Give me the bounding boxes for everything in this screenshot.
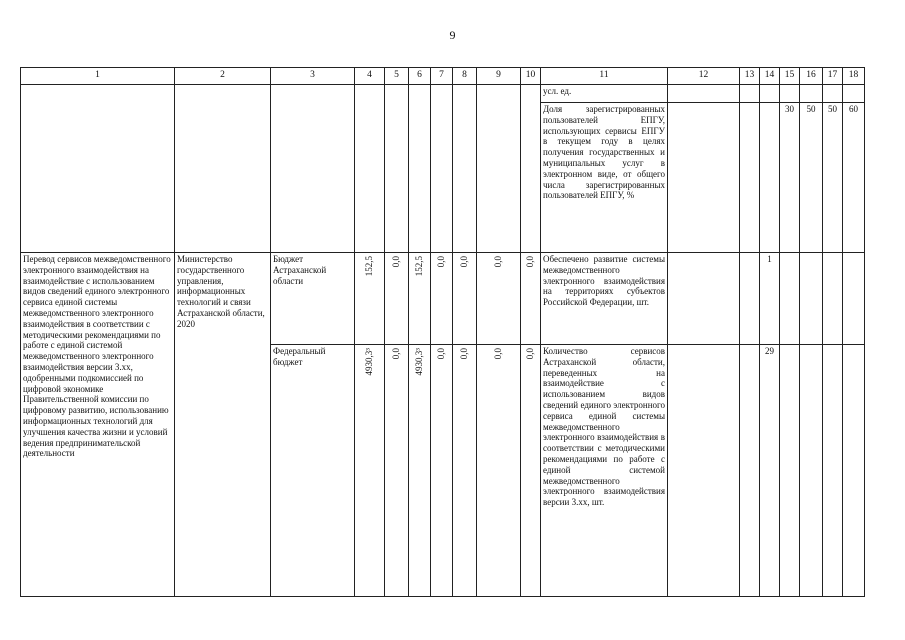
value-cell: 50 — [800, 103, 823, 253]
funding-source-cell: Бюджет Астраханской области — [271, 253, 355, 345]
value-cell: 1 — [760, 253, 780, 345]
cell-empty — [175, 85, 271, 253]
amount-cell — [385, 253, 409, 345]
cell-empty — [740, 103, 760, 253]
amount-value: 0,0 — [459, 256, 470, 268]
col-header: 12 — [668, 68, 740, 85]
col-header: 15 — [780, 68, 800, 85]
cell-empty — [780, 253, 800, 345]
cell-empty — [800, 85, 823, 103]
cell-empty — [843, 253, 865, 345]
col-header: 5 — [385, 68, 409, 85]
amount-value: 4930,3³ — [364, 348, 375, 376]
col-header: 8 — [453, 68, 477, 85]
column-numbers-row — [21, 68, 865, 85]
cell-empty — [668, 253, 740, 345]
amount-cell — [453, 253, 477, 345]
amount-value: 0,0 — [525, 256, 536, 268]
cell-empty — [823, 85, 843, 103]
amount-cell — [521, 253, 541, 345]
value-cell: 50 — [823, 103, 843, 253]
col-header: 14 — [760, 68, 780, 85]
cell-empty — [843, 85, 865, 103]
amount-value: 0,0 — [391, 348, 402, 360]
cell-empty — [668, 103, 740, 253]
cell-empty — [409, 85, 431, 253]
col-header: 10 — [521, 68, 541, 85]
col-header: 4 — [355, 68, 385, 85]
cell-empty — [823, 345, 843, 597]
cell-empty — [740, 253, 760, 345]
col-header: 17 — [823, 68, 843, 85]
cell-empty — [477, 85, 521, 253]
cell-empty — [760, 85, 780, 103]
indicator-cell: Обеспечено развитие системы межведомственного электронного взаимодействия на территориях субъектов Российской Федерации, шт. — [541, 253, 668, 345]
col-header: 9 — [477, 68, 521, 85]
col-header: 3 — [271, 68, 355, 85]
unit-cell: усл. ед. — [541, 85, 668, 103]
col-header: 18 — [843, 68, 865, 85]
cell-empty — [271, 85, 355, 253]
unit-row — [21, 85, 865, 103]
amount-value: 0,0 — [459, 348, 470, 360]
cell-empty — [760, 103, 780, 253]
col-header: 7 — [431, 68, 453, 85]
cell-empty — [780, 85, 800, 103]
amount-cell — [431, 345, 453, 597]
cell-empty — [431, 85, 453, 253]
amount-value: 0,0 — [493, 256, 504, 268]
col-header: 1 — [21, 68, 175, 85]
col-header: 6 — [409, 68, 431, 85]
amount-value: 152,5 — [364, 256, 375, 277]
amount-value: 4930,3³ — [414, 348, 425, 376]
amount-cell — [409, 345, 431, 597]
amount-value: 0,0 — [436, 348, 447, 360]
col-header: 2 — [175, 68, 271, 85]
cell-empty — [823, 253, 843, 345]
funding-source-cell: Федеральный бюджет — [271, 345, 355, 597]
cell-empty — [668, 85, 740, 103]
cell-empty — [740, 345, 760, 597]
activity-name-cell: Перевод сервисов межведомственного электронного взаимодействия на взаимодействие с использованием видов сведений единого электронного сервиса единой системы межведомственного электронного взаимодействия в соответствии с методическими рекомендациями по работе с единой системой межведомственного электронного взаимодействия версии 3.хх, одобренными подкомиссией по цифровой экономике Правительственной комиссии по цифровому развитию, использованию информационных технологий для улучшения качества жизни и условий ведения предпринимательской деятельности — [21, 253, 175, 597]
amount-value: 0,0 — [493, 348, 504, 360]
cell-empty — [740, 85, 760, 103]
value-cell: 29 — [760, 345, 780, 597]
amount-cell — [431, 253, 453, 345]
cell-empty — [453, 85, 477, 253]
cell-empty — [800, 345, 823, 597]
cell-empty — [780, 345, 800, 597]
amount-cell — [385, 345, 409, 597]
amount-value: 0,0 — [436, 256, 447, 268]
amount-value: 0,0 — [391, 256, 402, 268]
amount-cell — [453, 345, 477, 597]
col-header: 11 — [541, 68, 668, 85]
amount-cell — [355, 253, 385, 345]
cell-empty — [385, 85, 409, 253]
amount-value: 0,0 — [525, 348, 536, 360]
regional-budget-row — [21, 253, 865, 345]
indicator-cell: Количество сервисов Астраханской области, переведенных на взаимодействие с использованием видов сведений единого электронного сервиса единой системы межведомственного электронного взаимодействия в соответствии с методическими рекомендациями по работе с единой системой межведомственного электронного взаимодействия версии 3.хх, шт. — [541, 345, 668, 597]
cell-empty — [355, 85, 385, 253]
amount-cell — [477, 253, 521, 345]
amount-cell — [521, 345, 541, 597]
page-number: 9 — [449, 28, 456, 42]
amount-value: 152,5 — [414, 256, 425, 277]
amount-cell — [477, 345, 521, 597]
executor-cell: Министерство государственного управления, информационных технологий и связи Астраханской области, 2020 — [175, 253, 271, 597]
amount-cell — [355, 345, 385, 597]
cell-empty — [21, 85, 175, 253]
cell-empty — [668, 345, 740, 597]
col-header: 13 — [740, 68, 760, 85]
cell-empty — [521, 85, 541, 253]
cell-empty — [800, 253, 823, 345]
cell-empty — [843, 345, 865, 597]
value-cell: 30 — [780, 103, 800, 253]
program-table — [20, 67, 865, 597]
col-header: 16 — [800, 68, 823, 85]
indicator-cell: Доля зарегистрированных пользователей ЕПГУ, использующих сервисы ЕПГУ в текущем году в целях получения государственных и муниципальных услуг в электронном виде, от общего числа зарегистрированных пользователей ЕПГУ, % — [541, 103, 668, 253]
amount-cell — [409, 253, 431, 345]
value-cell: 60 — [843, 103, 865, 253]
